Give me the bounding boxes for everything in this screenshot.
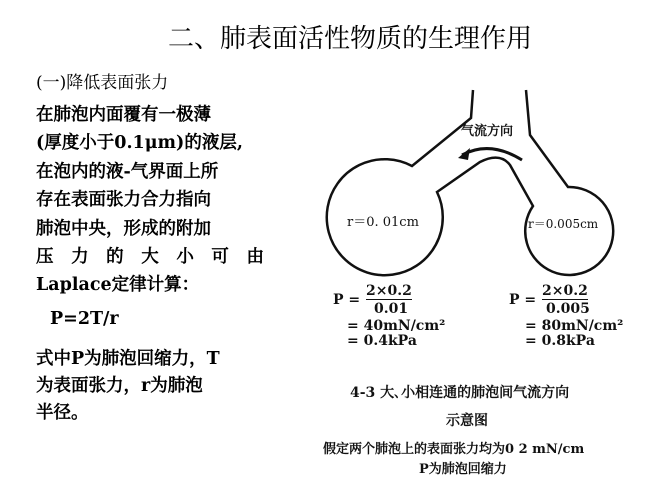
left-calc-line1: = 40mN/cm² bbox=[347, 318, 446, 334]
alveoli-outline bbox=[327, 90, 613, 275]
paragraph-line: 肺泡中央，形成的附加 bbox=[36, 219, 211, 239]
right-radius-label: r＝0.005cm bbox=[528, 217, 599, 231]
left-calc-line2: = 0.4kPa bbox=[347, 333, 417, 349]
paragraph-line: 在肺泡内面覆有一极薄 bbox=[36, 105, 211, 125]
slide-title: 二、肺表面活性物质的生理作用 bbox=[167, 24, 532, 54]
right-calc-line1: = 80mN/cm² bbox=[525, 318, 624, 334]
explanation-line: 半径。 bbox=[36, 403, 89, 423]
laplace-formula: P=2T/r bbox=[50, 309, 119, 329]
paragraph-line: 压 力 的 大 小 可 由 bbox=[36, 247, 264, 267]
figure-caption-2: 示意图 bbox=[446, 413, 488, 429]
explanation-line: 为表面张力，r为肺泡 bbox=[36, 376, 203, 396]
paragraph-line: 在泡内的液-气界面上所 bbox=[36, 162, 219, 182]
airflow-label: 气流方向 bbox=[461, 124, 514, 139]
arrow-head-icon bbox=[458, 148, 470, 160]
figure-note-2: P为肺泡回缩力 bbox=[419, 462, 507, 477]
paragraph-line: Laplace定律计算： bbox=[36, 275, 200, 295]
left-calc-denominator: 0.01 bbox=[374, 301, 409, 317]
section-heading: (一)降低表面张力 bbox=[36, 73, 169, 93]
left-calc-p: P = bbox=[333, 292, 361, 308]
figure-caption: 4-3 大､小相连通的肺泡间气流方向 bbox=[350, 385, 570, 401]
explanation-line: 式中P为肺泡回缩力，T bbox=[36, 349, 220, 369]
right-calc-denominator: 0.005 bbox=[546, 301, 590, 317]
right-calc-numerator: 2×0.2 bbox=[542, 283, 588, 299]
left-calc-numerator: 2×0.2 bbox=[366, 283, 412, 299]
left-radius-label: r＝0. 01cm bbox=[347, 215, 419, 230]
paragraph-line: 存在表面张力合力指向 bbox=[36, 190, 211, 210]
right-calc-line2: = 0.8kPa bbox=[525, 333, 595, 349]
figure-note: 假定两个肺泡上的表面张力均为0 2 mN/cm bbox=[323, 442, 585, 457]
paragraph-line: (厚度小于0.1μm)的液层, bbox=[36, 133, 243, 153]
right-calc-p: P = bbox=[509, 292, 537, 308]
